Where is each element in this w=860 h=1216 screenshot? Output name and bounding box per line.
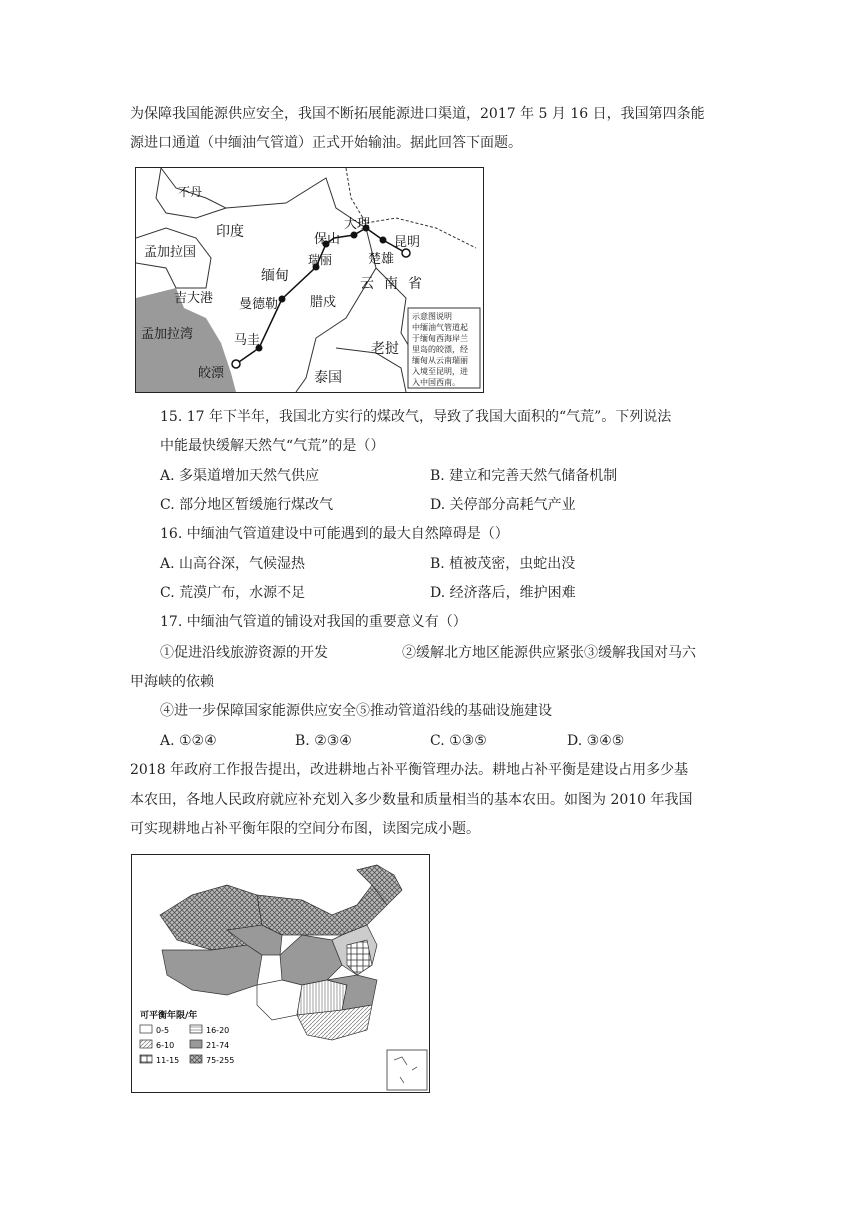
myanmar-east-border: [226, 178, 376, 392]
q17-statement-1: ①促进沿线旅游资源的开发: [160, 645, 328, 661]
q17-statement-2: ②缓解北方地区能源供应紧张③缓解我国对马六: [402, 645, 696, 661]
note-line-3: 里岛的皎漂，经: [412, 345, 468, 354]
label-india: 印度: [216, 224, 244, 240]
legend-label-16-20: 16-20: [206, 1026, 230, 1035]
station-chuxiong: [380, 237, 387, 244]
q17-option-d: D. ③④⑤: [567, 733, 625, 749]
kyaukphyu-marker: [232, 360, 240, 368]
pipeline-map: [135, 167, 484, 393]
legend-label-6-10: 6-10: [156, 1041, 175, 1050]
label-baoshan: 保山: [314, 232, 341, 247]
label-dali: 大理: [344, 217, 371, 232]
legend-title: 可平衡年限/年: [140, 1011, 198, 1021]
label-bay: 孟加拉湾: [141, 327, 194, 342]
cropland-map-svg: [132, 855, 429, 1092]
legend-swatch-16-20: [190, 1025, 202, 1033]
note-line-1: 中缅油气管道起: [412, 323, 468, 332]
q15-stem-2: 中能最快缓解天然气“气荒”的是（）: [160, 438, 385, 454]
intro2-line-2: 本农田，各地人民政府就应补充划入多少数量和质量相当的基本农田。如图为 2010 年我国: [130, 792, 693, 808]
legend-swatch-75-255: [190, 1055, 202, 1063]
label-chuxiong: 楚雄: [368, 252, 395, 267]
label-kyaukphyu: 皎漂: [198, 366, 225, 381]
label-ruili: 瑞丽: [308, 253, 333, 267]
q17-option-b: B. ②③④: [295, 733, 352, 749]
note-line-5: 入境至昆明，进: [412, 367, 468, 376]
station-baoshan: [351, 232, 358, 239]
q15-option-c: C. 部分地区暂缓施行煤改气: [160, 497, 334, 513]
q15-option-b: B. 建立和完善天然气储备机制: [430, 468, 618, 484]
label-yunnan: 云南省: [360, 276, 432, 292]
q17-option-a: A. ①②④: [160, 733, 217, 749]
legend-label-75-255: 75-255: [206, 1056, 235, 1065]
label-bangladesh: 孟加拉国: [144, 245, 197, 260]
label-bhutan: 不丹: [178, 185, 203, 199]
legend-swatch-11-15: [140, 1055, 152, 1063]
region-yunnan: [257, 980, 302, 1020]
station-mandalay: [279, 296, 286, 303]
intro2-line-3: 可实现耕地占补平衡年限的空间分布图，读图完成小题。: [130, 821, 480, 837]
legend-label-0-5: 0-5: [156, 1026, 170, 1035]
q15-stem-1: 15. 17 年下半年，我国北方实行的煤改气，导致了我国大面积的“气荒”。下列说法: [160, 409, 672, 425]
q16-option-c: C. 荒漠广布，水源不足: [160, 585, 306, 601]
q17-statement-3: ④进一步保障国家能源供应安全⑤推动管道沿线的基础设施建设: [160, 703, 552, 719]
note-line-4: 缅甸从云南瑞丽: [412, 356, 468, 365]
south-china-sea-inset: [387, 1050, 427, 1090]
label-thailand: 泰国: [314, 370, 342, 386]
q17-stem: 17. 中缅油气管道的铺设对我国的重要意义有（）: [160, 614, 467, 630]
q17-statement-2-cont: 甲海峡的依赖: [130, 674, 214, 690]
intro-line-2: 源进口通道（中缅油气管道）正式开始输油。据此回答下面题。: [130, 135, 522, 151]
intro-line-1: 为保障我国能源供应安全，我国不断拓展能源进口渠道，2017 年 5 月 16 日，我国第四条能: [130, 106, 705, 122]
kunming-marker: [402, 249, 410, 257]
legend-swatch-21-74: [190, 1040, 202, 1048]
legend-swatch-6-10: [140, 1040, 152, 1048]
label-myanmar: 缅甸: [261, 268, 289, 284]
q17-option-c: C. ①③⑤: [430, 733, 487, 749]
label-lashio: 腊戍: [310, 295, 337, 310]
region-xizang: [162, 945, 262, 995]
label-kunming: 昆明: [394, 235, 421, 250]
q16-option-d: D. 经济落后，维护困难: [430, 585, 576, 601]
q15-option-d: D. 关停部分高耗气产业: [430, 497, 576, 513]
note-line-0: 示意图说明: [412, 312, 452, 321]
pipeline-map-svg: [136, 168, 483, 392]
legend-swatch-0-5: [140, 1025, 152, 1033]
legend-label-11-15: 11-15: [156, 1056, 180, 1065]
note-line-2: 于缅甸西海岸兰: [412, 334, 468, 343]
q15-option-a: A. 多渠道增加天然气供应: [160, 468, 320, 484]
q16-option-a: A. 山高谷深，气候湿热: [160, 556, 306, 572]
q16-option-b: B. 植被茂密，虫蛇出没: [430, 556, 576, 572]
label-magway: 马圭: [234, 333, 261, 348]
label-mandalay: 曼德勒: [239, 297, 279, 312]
label-laos: 老挝: [371, 341, 399, 357]
cropland-map: [131, 854, 430, 1093]
note-line-6: 入中国西南。: [412, 378, 460, 387]
legend-label-21-74: 21-74: [206, 1041, 230, 1050]
label-port: 吉大港: [174, 291, 214, 306]
q16-stem: 16. 中缅油气管道建设中可能遇到的最大自然障碍是（）: [160, 526, 509, 542]
intro2-line-1: 2018 年政府工作报告提出，改进耕地占补平衡管理办法。耕地占补平衡是建设占用多少基: [130, 762, 689, 778]
